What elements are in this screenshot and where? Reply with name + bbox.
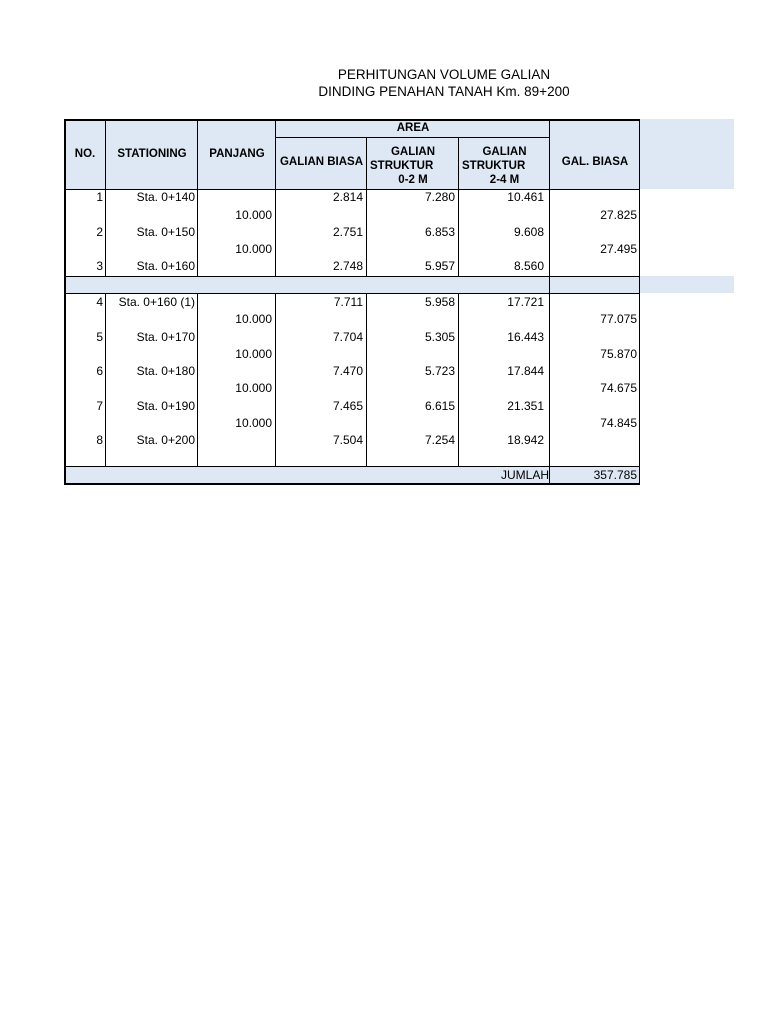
row-galian-biasa: 2.751 xyxy=(332,224,363,239)
row-galian-struktur-0-2: 5.958 xyxy=(424,295,455,309)
segment-panjang: 10.000 xyxy=(235,381,272,395)
segment-volume: 74.675 xyxy=(600,381,637,395)
segment-panjang: 10.000 xyxy=(235,415,272,430)
row-galian-biasa: 2.814 xyxy=(332,190,363,204)
rule-struktur-02 xyxy=(366,138,367,277)
row-galian-struktur-2-4: 17.844 xyxy=(507,364,544,378)
row-galian-biasa: 7.711 xyxy=(333,295,363,309)
row-galian-struktur-0-2: 7.254 xyxy=(424,433,455,447)
rule-area xyxy=(276,137,550,138)
segment-panjang: 10.000 xyxy=(235,242,272,256)
row-galian-struktur-0-2: 7.280 xyxy=(424,190,455,204)
row-station: Sta. 0+200 xyxy=(136,433,195,447)
segment-volume: 77.075 xyxy=(600,312,637,326)
rule-right xyxy=(639,119,640,485)
header-stationing: STATIONING xyxy=(117,148,187,160)
row-galian-struktur-0-2: 5.723 xyxy=(424,364,455,378)
header-galian-struktur-2-4: GALIAN STRUKTUR 2-4 M xyxy=(462,146,527,186)
header-gal-biasa-volume: GAL. BIASA xyxy=(561,156,629,168)
header-galian-struktur-0-2: GALIAN STRUKTUR 0-2 M xyxy=(370,146,436,186)
row-station: Sta. 0+180 xyxy=(136,364,195,378)
row-galian-biasa: 2.748 xyxy=(332,259,363,273)
title-line-1: PERHITUNGAN VOLUME GALIAN xyxy=(337,67,551,82)
row-galian-struktur-2-4: 16.443 xyxy=(507,329,544,344)
row-no: 5 xyxy=(96,329,103,344)
row-galian-biasa: 7.470 xyxy=(332,364,363,378)
row-no: 8 xyxy=(96,433,103,447)
rule-top xyxy=(64,119,640,121)
segment-volume: 27.825 xyxy=(600,207,637,222)
header-panjang: PANJANG xyxy=(209,148,265,160)
rule-group1-bottom xyxy=(64,276,640,277)
segment-volume: 75.870 xyxy=(600,346,637,361)
header-area: AREA xyxy=(396,122,430,134)
separator-band xyxy=(64,276,734,293)
row-galian-struktur-0-2: 6.853 xyxy=(424,224,455,239)
row-galian-struktur-2-4: 17.721 xyxy=(507,295,544,309)
segment-panjang: 10.000 xyxy=(235,312,272,326)
row-station: Sta. 0+140 xyxy=(136,190,195,204)
header-galian-biasa: GALIAN BIASA xyxy=(279,156,364,168)
rule-struktur-24 xyxy=(458,138,459,277)
row-galian-struktur-2-4: 10.461 xyxy=(507,190,544,204)
row-station: Sta. 0+170 xyxy=(136,329,195,344)
row-station: Sta. 0+160 (1) xyxy=(118,295,195,309)
row-no: 1 xyxy=(96,190,103,204)
segment-panjang: 10.000 xyxy=(235,346,272,361)
segment-volume: 74.845 xyxy=(600,415,637,430)
title-line-2: DINDING PENAHAN TANAH Km. 89+200 xyxy=(318,84,570,99)
row-galian-biasa: 7.504 xyxy=(332,433,363,447)
rule-group2-bottom xyxy=(64,466,640,467)
row-station: Sta. 0+190 xyxy=(136,398,195,413)
row-station: Sta. 0+150 xyxy=(136,224,195,239)
row-station: Sta. 0+160 xyxy=(136,259,195,273)
row-galian-struktur-2-4: 9.608 xyxy=(513,224,544,239)
volume-table xyxy=(64,119,734,486)
row-no: 2 xyxy=(96,224,103,239)
row-galian-struktur-2-4: 21.351 xyxy=(507,398,544,413)
rule-bottom xyxy=(64,483,640,485)
document-title xyxy=(0,66,768,100)
row-galian-struktur-0-2: 5.957 xyxy=(424,259,455,273)
row-galian-biasa: 7.704 xyxy=(332,329,363,344)
header-no: NO. xyxy=(74,148,96,160)
row-galian-biasa: 7.465 xyxy=(332,398,363,413)
row-no: 4 xyxy=(96,295,103,309)
row-no: 6 xyxy=(96,364,103,378)
row-galian-struktur-2-4: 18.942 xyxy=(507,433,544,447)
row-galian-struktur-0-2: 6.615 xyxy=(424,398,455,413)
total-value: 357.785 xyxy=(593,468,637,482)
segment-volume: 27.495 xyxy=(600,242,637,256)
row-no: 3 xyxy=(96,259,103,273)
total-label: JUMLAH xyxy=(500,468,549,482)
row-no: 7 xyxy=(96,398,103,413)
row-galian-struktur-0-2: 5.305 xyxy=(424,329,455,344)
segment-panjang: 10.000 xyxy=(235,207,272,222)
row-galian-struktur-2-4: 8.560 xyxy=(513,259,544,273)
